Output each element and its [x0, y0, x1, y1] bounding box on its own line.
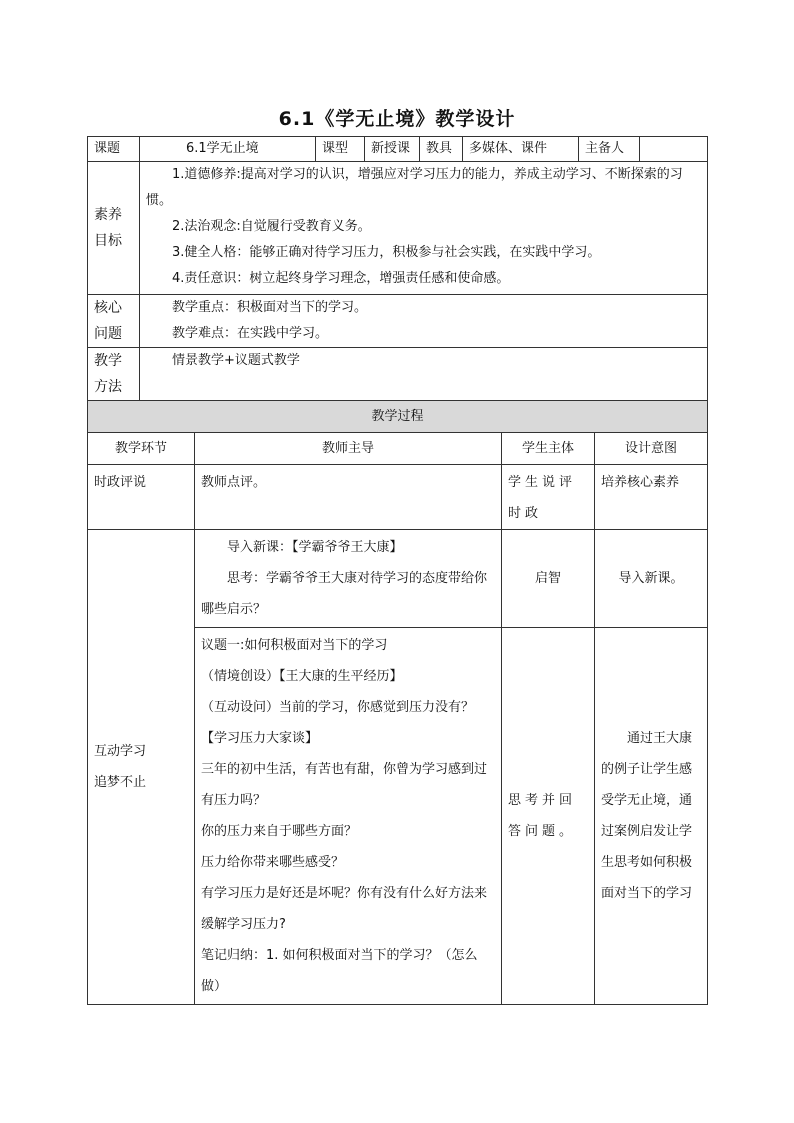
stage-line: 追梦不止: [94, 775, 147, 790]
literacy-goals: [140, 162, 708, 295]
teacher-cell: 教师点评。: [195, 465, 502, 530]
teacher-line: 笔记归纳：1. 如何积极面对当下的学习？（怎么做）: [201, 948, 478, 994]
lesson-info-row: [88, 137, 708, 162]
column-header: 教学环节: [88, 433, 195, 465]
teaching-process-table: [87, 400, 708, 1005]
teacher-line: 议题一:如何积极面对当下的学习: [201, 638, 388, 653]
student-cell: 思考并回答问题。: [502, 628, 595, 1005]
teacher-line: （互动设问）当前的学习，你感觉到压力没有？: [201, 700, 475, 715]
literacy-item: 1.道德修养:提高对学习的认识，增强应对学习压力的能力，养成主动学习、不断探索的习惯。: [146, 167, 683, 208]
literacy-label-line1: 素养: [94, 207, 122, 223]
intent-cell: 培养核心素养: [595, 465, 708, 530]
document-title: 6.1《学无止境》教学设计: [278, 108, 516, 130]
teacher-line: 有学习压力是好还是坏呢？你有没有什么好方法来缓解学习压力?: [201, 886, 488, 932]
literacy-row: [88, 162, 708, 295]
teacher-line: 压力给你带来哪些感受？: [201, 855, 345, 870]
method-value: [140, 348, 708, 401]
lesson-plan-sheet: [87, 136, 707, 1005]
core-label: [88, 295, 140, 348]
literacy-item: 3.健全人格：能够正确对待学习压力，积极参与社会实践，在实践中学习。: [172, 245, 601, 260]
topic-label: 课题: [88, 137, 140, 162]
teacher-line: 你的压力来自于哪些方面？: [201, 824, 358, 839]
literacy-label: [88, 162, 140, 295]
literacy-item: 2.法治观念:自觉履行受教育义务。: [172, 219, 371, 234]
teacher-cell: [195, 628, 502, 1005]
teacher-line: 【学习压力大家谈】: [201, 731, 319, 746]
literacy-label-line2: 目标: [94, 233, 122, 249]
method-row: [88, 348, 708, 401]
intent-cell: 导入新课。: [595, 530, 708, 628]
student-cell: 学生说评时政: [502, 465, 595, 530]
stage-cell: [88, 530, 195, 1005]
intent-cell: [595, 628, 708, 1005]
preparer-value: [640, 137, 708, 162]
teacher-line: 思考：学霸爷爷王大康对待学习的态度带给你哪些启示？: [201, 571, 488, 617]
core-label-line1: 核心: [94, 300, 122, 316]
method-text: 情景教学+议题式教学: [172, 353, 300, 368]
tools-value: 多媒体、课件: [463, 137, 579, 162]
stage-cell: 时政评说: [88, 465, 195, 530]
method-label-line2: 方法: [94, 379, 122, 395]
tools-label: 教具: [420, 137, 463, 162]
core-row: [88, 295, 708, 348]
core-label-line2: 问题: [94, 326, 122, 342]
lesson-info-table: [87, 136, 708, 401]
student-cell: 启智: [502, 530, 595, 628]
intent-text: 通过王大康的例子让学生感受学无止境，通过案例启发让学生思考如何积极面对当下的学习: [601, 731, 693, 901]
difficulty-point: 教学难点：在实践中学习。: [172, 326, 329, 341]
type-value: 新授课: [365, 137, 420, 162]
table-row: [88, 465, 708, 530]
column-header: 设计意图: [595, 433, 708, 465]
process-section-header: [88, 401, 708, 433]
key-point: 教学重点：积极面对当下的学习。: [172, 300, 368, 315]
teacher-line: 导入新课：【学霸爷爷王大康】: [227, 540, 403, 555]
preparer-label: 主备人: [579, 137, 640, 162]
column-header: 学生主体: [502, 433, 595, 465]
teacher-cell: [195, 530, 502, 628]
process-title: 教学过程: [88, 401, 708, 433]
stage-line: 互动学习: [94, 744, 147, 759]
teacher-line: 三年的初中生活，有苦也有甜，你曾为学习感到过有压力吗？: [201, 762, 488, 808]
column-header: 教师主导: [195, 433, 502, 465]
type-label: 课型: [316, 137, 365, 162]
literacy-item: 4.责任意识：树立起终身学习理念，增强责任感和使命感。: [172, 271, 510, 286]
topic-value: 6.1学无止境: [140, 137, 316, 162]
method-label-line1: 教学: [94, 353, 122, 369]
teacher-line: （情境创设）【王大康的生平经历】: [201, 669, 403, 684]
core-content: [140, 295, 708, 348]
process-column-headers: [88, 433, 708, 465]
method-label: [88, 348, 140, 401]
table-row: [88, 530, 708, 628]
